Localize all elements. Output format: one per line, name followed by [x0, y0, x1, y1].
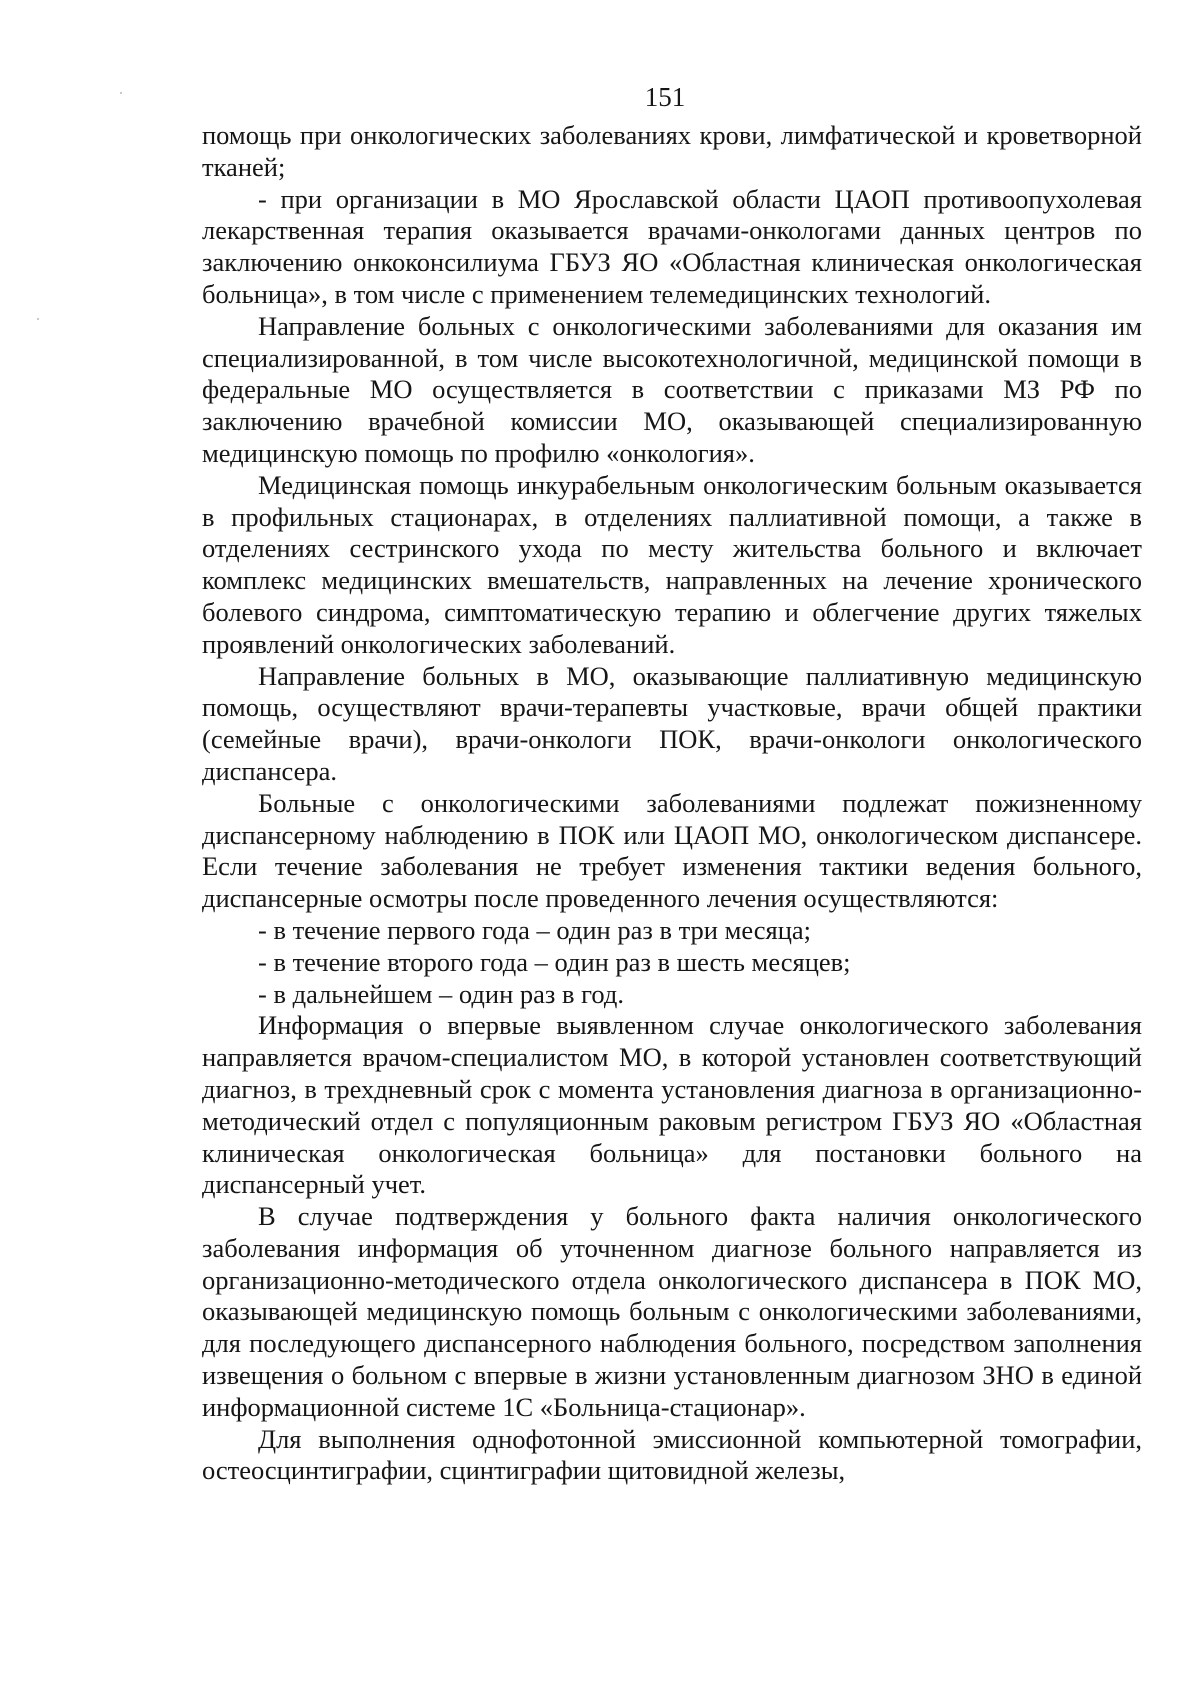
paragraph-federal-referral: Направление больных с онкологическими заболеваниями для оказания им специализированной, в том числе высокотехнологичной, медицинской помощи в федеральные МО осуществляется в соответствии с приказами МЗ РФ по заключению врачебной комиссии МО, оказывающей специализированную медицинскую помощь по профилю «онкология». [202, 310, 1142, 468]
paragraph-incurable-care: Медицинская помощь инкурабельным онкологическим больным оказывается в профильных стационарах, в отделениях паллиативной помощи, а также в отделениях сестринского ухода по месту жительства больного и включает комплекс медицинских вмешательств, направленных на лечение хронического болевого синдрома, симптоматическую терапию и облегчение других тяжелых проявлений онкологических заболеваний. [202, 469, 1142, 659]
paragraph-continuation: помощь при онкологических заболеваниях крови, лимфатической и кроветворной тканей; [202, 120, 1142, 182]
paragraph-dispensary-observation: Больные с онкологическими заболеваниями подлежат пожизненному диспансерному наблюдению в ПОК или ЦАОП МО, онкологическом диспансере. Если течение заболевания не требует изменения тактики ведения больного, диспансерные осмотры после проведенного лечения осуществляются: [202, 787, 1142, 914]
paragraph-new-case-info: Информация о впервые выявленном случае онкологического заболевания направляется врачом-специалистом МО, в которой установлен соответствующий диагноз, в трехдневный срок с момента установления диагноза в организационно-методический отдел с популяционным раковым регистром ГБУЗ ЯО «Областная клиническая онкологическая больница» для постановки больного на диспансерный учет. [202, 1010, 1142, 1200]
list-item-later: - в дальнейшем – один раз в год. [258, 978, 624, 1009]
paragraph-tomography: Для выполнения однофотонной эмиссионной компьютерной томографии, остеосцинтиграфии, сцинтиграфии щитовидной железы, [202, 1423, 1142, 1486]
paragraph-palliative-referral: Направление больных в МО, оказывающие паллиативную медицинскую помощь, осуществляют врачи-терапевты участковые, врачи общей практики (семейные врачи), врачи-онкологи ПОК, врачи-онкологи онкологического диспансера. [202, 660, 1142, 786]
list-item-first-year: - в течение первого года – один раз в три месяца; [258, 914, 812, 945]
list-item-second-year: - в течение второго года – один раз в шесть месяцев; [258, 946, 851, 977]
page-number: 151 [644, 82, 686, 112]
scan-speck [37, 318, 39, 320]
paragraph-diagnosis-confirmation: В случае подтверждения у больного факта наличия онкологического заболевания информация об уточненном диагнозе больного направляется из организационно-методического отдела онкологического диспансера в ПОК МО, оказывающей медицинскую помощь больным с онкологическими заболеваниями, для последующего диспансерного наблюдения больного, посредством заполнения извещения о больном с впервые в жизни установленным диагнозом ЗНО в единой информационной системе 1С «Больница-стационар». [202, 1201, 1142, 1422]
paragraph-bullet-caop: - при организации в МО Ярославской области ЦАОП противоопухолевая лекарственная терапия оказывается врачами-онкологами данных центров по заключению онкоконсилиума ГБУЗ ЯО «Областная клиническая онкологическая больница», в том числе с применением телемедицинских технологий. [202, 183, 1142, 309]
document-body [202, 120, 1142, 1487]
